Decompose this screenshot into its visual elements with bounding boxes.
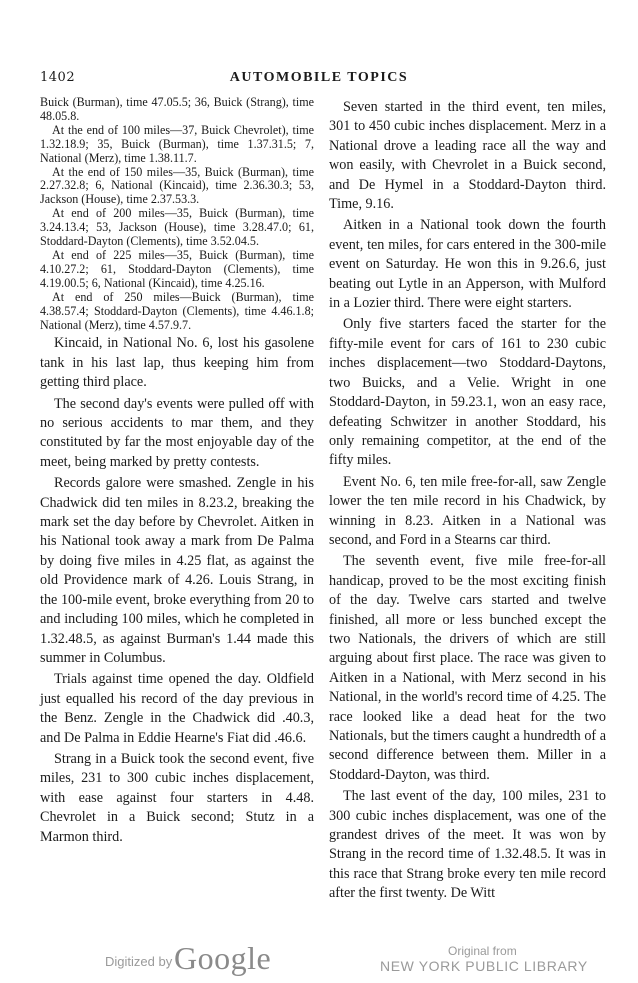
library-name: NEW YORK PUBLIC LIBRARY xyxy=(380,958,588,974)
right-column xyxy=(329,96,606,904)
body-paragraph: The seventh event, five mile free-for-all handicap, proved to be the most exciting finish of the day. Twelve cars started and twelve finished, all more or less bunched except the two Nationals, the drivers of which are still arguing about first place. The race was given to Aitken in a National, with Merz second in his National, in the world's record time of 4.25. The race looked like a dead heat for the two Nationals, but the timers caught a hundredth of a second difference between them. Miller in a Stoddard-Dayton, was third. xyxy=(329,553,606,783)
body-paragraph: Trials against time opened the day. Oldfield just equalled his record of the day previous in the Benz. Zengle in the Chadwick did .40.3, and De Palma in Eddie Hearne's Fiat did .46.6. xyxy=(40,671,314,746)
page-number: 1402 xyxy=(40,70,76,85)
race-split-entry: Buick (Burman), time 47.05.5; 36, Buick (Strang), time 48.05.8. xyxy=(40,95,314,123)
race-split-entry: At end of 250 miles—Buick (Burman), time 4.38.57.4; Stoddard-Dayton (Clements), time 4.46.1.8; National (Merz), time 4.57.9.7. xyxy=(40,289,314,332)
race-split-entry: At the end of 100 miles—37, Buick Chevrolet), time 1.32.18.9; 35, Buick (Burman), time 1.37.31.5; 7, National (Merz), time 1.38.11.7. xyxy=(40,122,314,165)
body-paragraph: Strang in a Buick took the second event, five miles, 231 to 300 cubic inches displacement, with ease against four starters in 4.48. Chevrolet in a Buick second; Stutz in a Marmon third. xyxy=(40,750,314,845)
digitized-by-label: Digitized by xyxy=(105,954,173,969)
body-paragraph: Only five starters faced the starter for the fifty-mile event for cars of 161 to 230 cubic inches displacement—two Stoddard-Daytons, two Buicks, and a Velie. Wright in one Stoddard-Dayton, in 59.23.1, won an easy race, defeating Schwitzer in another Stoddard, his only remaining competitor, at the end of the fifty miles. xyxy=(329,316,606,469)
body-paragraph: The last event of the day, 100 miles, 231 to 300 cubic inches displacement, was one of the grandest drives of the meet. It was won by Strang in the record time of 1.32.48.5. It was in this race that Strang broke every ten mile record after the first twenty. De Witt xyxy=(329,788,606,902)
body-paragraph: The second day's events were pulled off with no serious accidents to mar them, and they constituted by far the most enjoyable day of the meet, being marked by pretty contests. xyxy=(40,395,314,470)
race-split-entry: At the end of 150 miles—35, Buick (Burman), time 2.27.32.8; 6, National (Kincaid), time 2.36.30.3; 53, Jackson (House), time 2.37.53.3. xyxy=(40,164,314,207)
body-paragraph: Aitken in a National took down the fourth event, ten miles, for cars entered in the 300-mile event on Saturday. He won this in 9.26.6, just beating out Lytle in an Apperson, with Mulford in a Lozier third. There were eight starters. xyxy=(329,217,606,312)
running-title: AUTOMOBILE TOPICS xyxy=(229,70,409,85)
body-paragraph: Records galore were smashed. Zengle in his Chadwick did ten miles in 8.23.2, breaking the mark set the day before by Chevrolet. Aitken in his National took away a mark from De Palma by doing five miles in 4.25 flat, as against the old Providence mark of 4.26. Louis Strang, in the 100-mile event, broke everything from 20 to and including 100 miles, which he completed in 1.32.48.5, as against Burman's 1.44 made this summer in Columbus. xyxy=(40,475,314,666)
left-column xyxy=(40,96,314,847)
body-paragraph: Event No. 6, ten mile free-for-all, saw Zengle lower the ten mile record in his Chadwick, by winning in 8.23. Aitken in a National was second, and Ford in a Stearns car third. xyxy=(329,473,606,548)
body-paragraph: Seven started in the third event, ten miles, 301 to 450 cubic inches displacement. Merz in a National drove a leading race all the way and won easily, with Chevrolet in a Buick second, and De Hymel in a Stoddard-Dayton third. Time, 9.16. xyxy=(329,99,606,213)
body-paragraph: Kincaid, in National No. 6, lost his gasolene tank in his last lap, thus keeping him from getting third place. xyxy=(40,335,314,391)
digitization-footer xyxy=(0,940,638,980)
google-logo: Google xyxy=(174,940,272,976)
race-split-entry: At end of 225 miles—35, Buick (Burman), time 4.10.27.2; 61, Stoddard-Dayton (Clements), time 4.19.00.5; 6, National (Kincaid), time 4.25.16. xyxy=(40,247,314,290)
race-split-entry: At end of 200 miles—35, Buick (Burman), time 3.24.13.4; 53, Jackson (House), time 3.28.47.0; 61, Stoddard-Dayton (Clements), time 3.52.04.5. xyxy=(40,206,314,249)
original-from-label: Original from xyxy=(448,944,517,958)
